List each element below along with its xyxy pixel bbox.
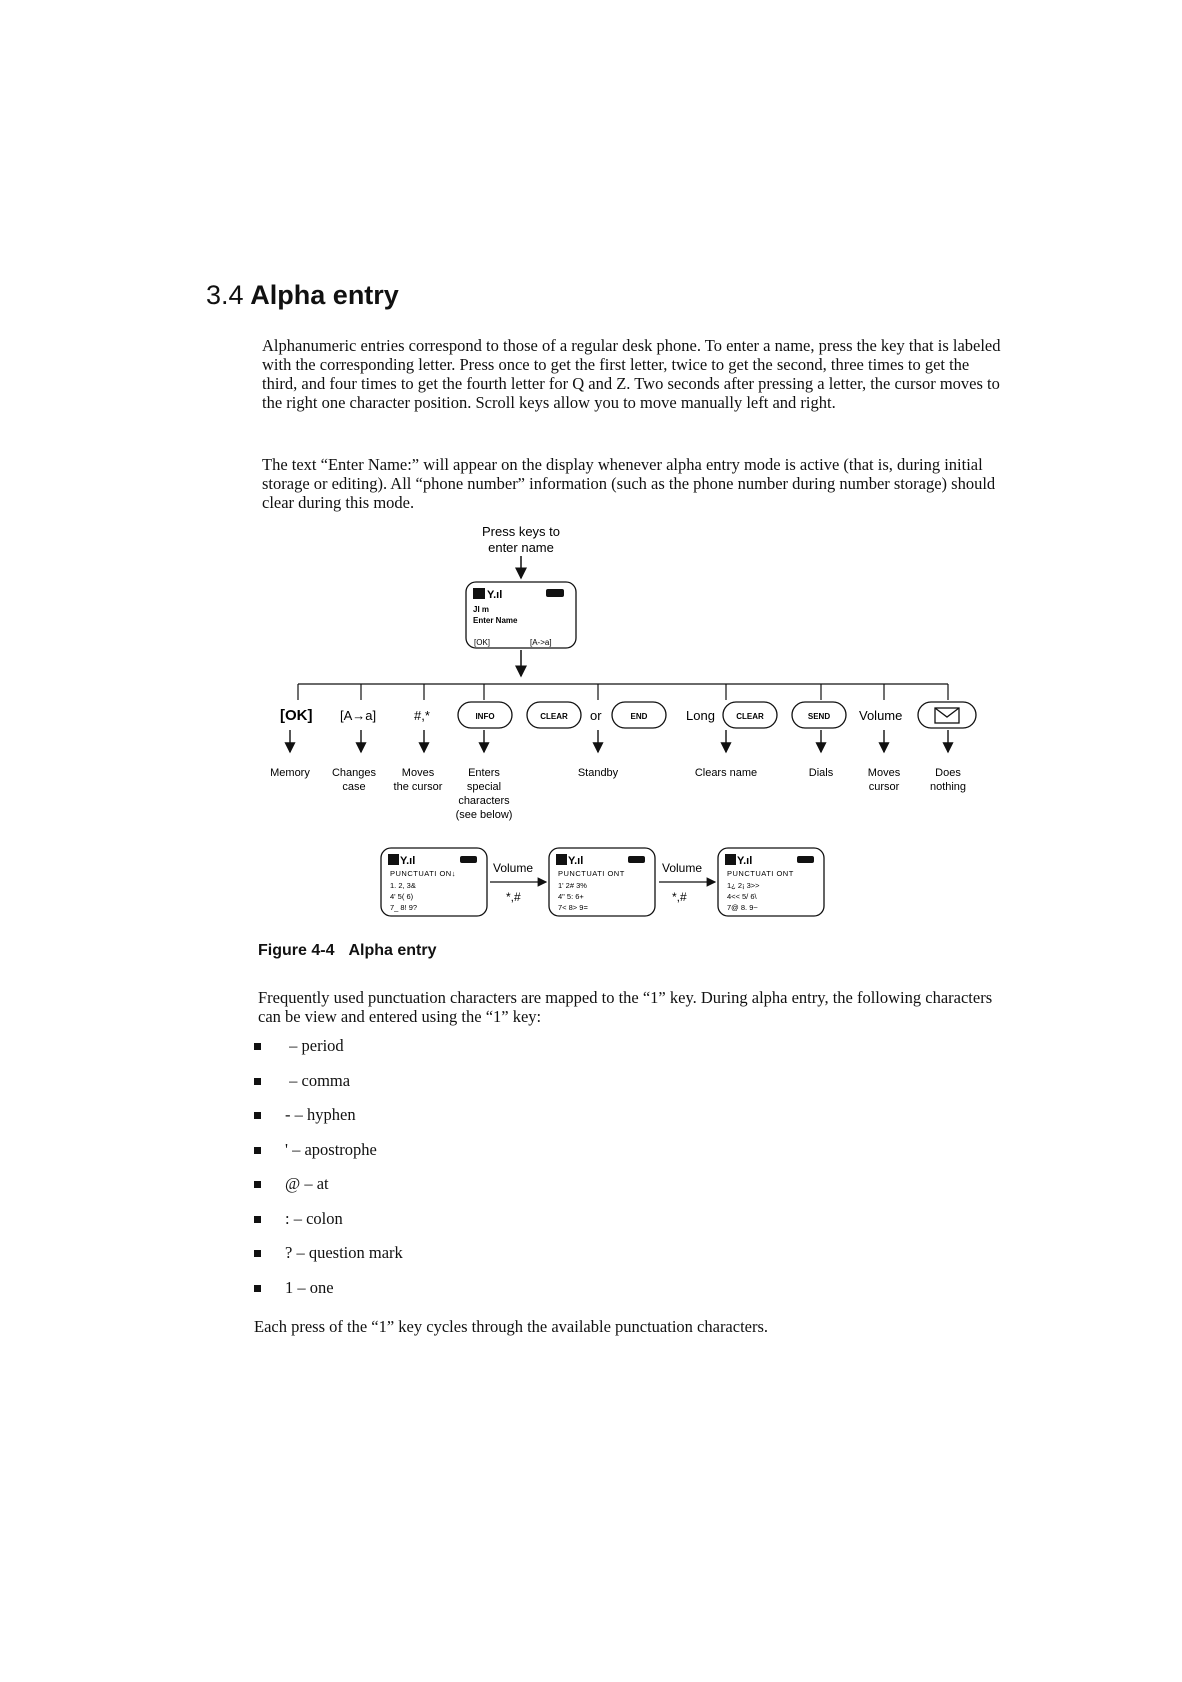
screen-name-text: JI m [473, 605, 490, 614]
bullet-icon [254, 1216, 261, 1223]
action-does-2: nothing [929, 781, 967, 793]
paragraph-enter-name: The text “Enter Name:” will appear on the display whenever alpha entry mode is active (that is, during initial storage or editing). All “phone number” information (such as the phone number during number storage) should clear during this mode. [262, 455, 996, 512]
list-item: : – colon [254, 1209, 403, 1244]
star-hash-label-1: *,# [506, 890, 521, 904]
bullet-icon [254, 1285, 261, 1292]
svg-text:CLEAR: CLEAR [736, 712, 764, 721]
action-moves-1: Moves [401, 767, 435, 779]
volume-label-2: Volume [662, 861, 703, 875]
svg-text:4<< 5/ 6\: 4<< 5/ 6\ [727, 892, 757, 901]
svg-text:Y.ıl: Y.ıl [737, 855, 753, 867]
action-moves-2: the cursor [393, 781, 443, 793]
bullet-icon [254, 1043, 261, 1050]
list-item: ? – question mark [254, 1243, 403, 1278]
svg-text:CLEAR: CLEAR [540, 712, 568, 721]
section-title: Alpha entry [250, 280, 399, 310]
svg-text:4" 5: 6+: 4" 5: 6+ [558, 892, 584, 901]
key-case: [A→a] [340, 708, 377, 723]
action-changes-1: Changes [331, 767, 377, 779]
key-info [458, 702, 512, 728]
list-item: @ – at [254, 1174, 403, 1209]
figure-caption [258, 942, 436, 960]
svg-text:PUNCTUATI ON↓: PUNCTUATI ON↓ [390, 869, 456, 878]
action-dials: Dials [808, 767, 834, 779]
svg-text:PUNCTUATI ONT: PUNCTUATI ONT [727, 869, 794, 878]
paragraph-punctuation: Frequently used punctuation characters are mapped to the “1” key. During alpha entry, the following characters can be view and entered using the “1” key: [258, 988, 993, 1026]
phone-screen-enter-name [466, 582, 576, 648]
figure-label: Figure 4-4 [258, 942, 335, 959]
list-item: ' – apostrophe [254, 1140, 403, 1175]
key-or-label: or [590, 708, 602, 723]
svg-text:7< 8> 9=: 7< 8> 9= [558, 903, 588, 912]
svg-text:INFO: INFO [475, 712, 495, 721]
action-enters-4: (see below) [455, 809, 513, 821]
action-enters-1: Enters [468, 767, 500, 779]
key-long-label: Long [686, 708, 715, 723]
key-ok: [OK] [280, 707, 313, 724]
svg-text:Y.ıl: Y.ıl [400, 855, 416, 867]
svg-text:SEND: SEND [807, 712, 831, 721]
section-heading [206, 280, 399, 311]
action-enters-2: special [466, 781, 502, 793]
svg-text:4' 5( 6): 4' 5( 6) [390, 892, 414, 901]
paragraph-cycles: Each press of the “1” key cycles through the available punctuation characters. [254, 1317, 769, 1336]
enter-name-label: enter name [488, 540, 554, 555]
svg-text:7_ 8! 9?: 7_ 8! 9? [390, 903, 418, 912]
key-end [612, 702, 666, 728]
punctuation-screen-3 [718, 848, 824, 916]
bullet-icon [254, 1078, 261, 1085]
action-moves-cursor-1: Moves [867, 767, 901, 779]
punctuation-screen-2 [549, 848, 655, 916]
list-item: – period [254, 1036, 403, 1071]
svg-text:1' 2# 3%: 1' 2# 3% [558, 881, 587, 890]
key-clear-long [723, 702, 777, 728]
figure-title: Alpha entry [348, 942, 437, 959]
section-number: 3.4 [206, 280, 244, 310]
bullet-icon [254, 1181, 261, 1188]
key-clear [527, 702, 581, 728]
list-item: 1 – one [254, 1278, 403, 1313]
punctuation-list [254, 1036, 403, 1312]
bullet-icon [254, 1250, 261, 1257]
screen-softkey-ok: [OK] [474, 638, 491, 647]
action-moves-cursor-2: cursor [868, 781, 900, 793]
svg-text:7@ 8. 9~: 7@ 8. 9~ [727, 903, 758, 912]
key-volume-label: Volume [859, 708, 903, 723]
key-send [792, 702, 846, 728]
action-clears-name: Clears name [694, 767, 758, 779]
action-memory: Memory [270, 767, 310, 779]
action-changes-2: case [342, 781, 366, 793]
envelope-icon [918, 702, 976, 728]
press-keys-label: Press keys to [481, 524, 561, 539]
paragraph-alphanumeric: Alphanumeric entries correspond to those of a regular desk phone. To enter a name, press the key that is labeled with the corresponding letter. Press once to get the first letter, twice to get the second, three times to get the third, and four times to get the fourth letter for Q and Z. Two seconds after pressing a letter, the cursor moves to the right one character position. Scroll keys allow you to move manually left and right. [262, 336, 1001, 412]
bullet-icon [254, 1112, 261, 1119]
svg-text:1¿ 2¡ 3>>: 1¿ 2¡ 3>> [727, 881, 760, 890]
svg-text:Y.ıl: Y.ıl [568, 855, 584, 867]
svg-text:END: END [630, 712, 648, 721]
screen-softkey-case: [A->a] [530, 638, 552, 647]
svg-text:1. 2, 3&: 1. 2, 3& [390, 881, 416, 890]
action-enters-3: characters [458, 795, 510, 807]
list-item: – comma [254, 1071, 403, 1106]
svg-text:Y.ıl: Y.ıl [487, 589, 503, 601]
star-hash-label-2: *,# [672, 890, 687, 904]
list-item: - – hyphen [254, 1105, 403, 1140]
action-does-1: Does [935, 767, 961, 779]
screen-enter-name: Enter Name [473, 616, 518, 625]
key-hash-star: #,* [414, 708, 430, 723]
action-standby: Standby [577, 767, 619, 779]
svg-text:PUNCTUATI ONT: PUNCTUATI ONT [558, 869, 625, 878]
bullet-icon [254, 1147, 261, 1154]
punctuation-screen-1 [381, 848, 487, 916]
volume-label-1: Volume [493, 861, 534, 875]
